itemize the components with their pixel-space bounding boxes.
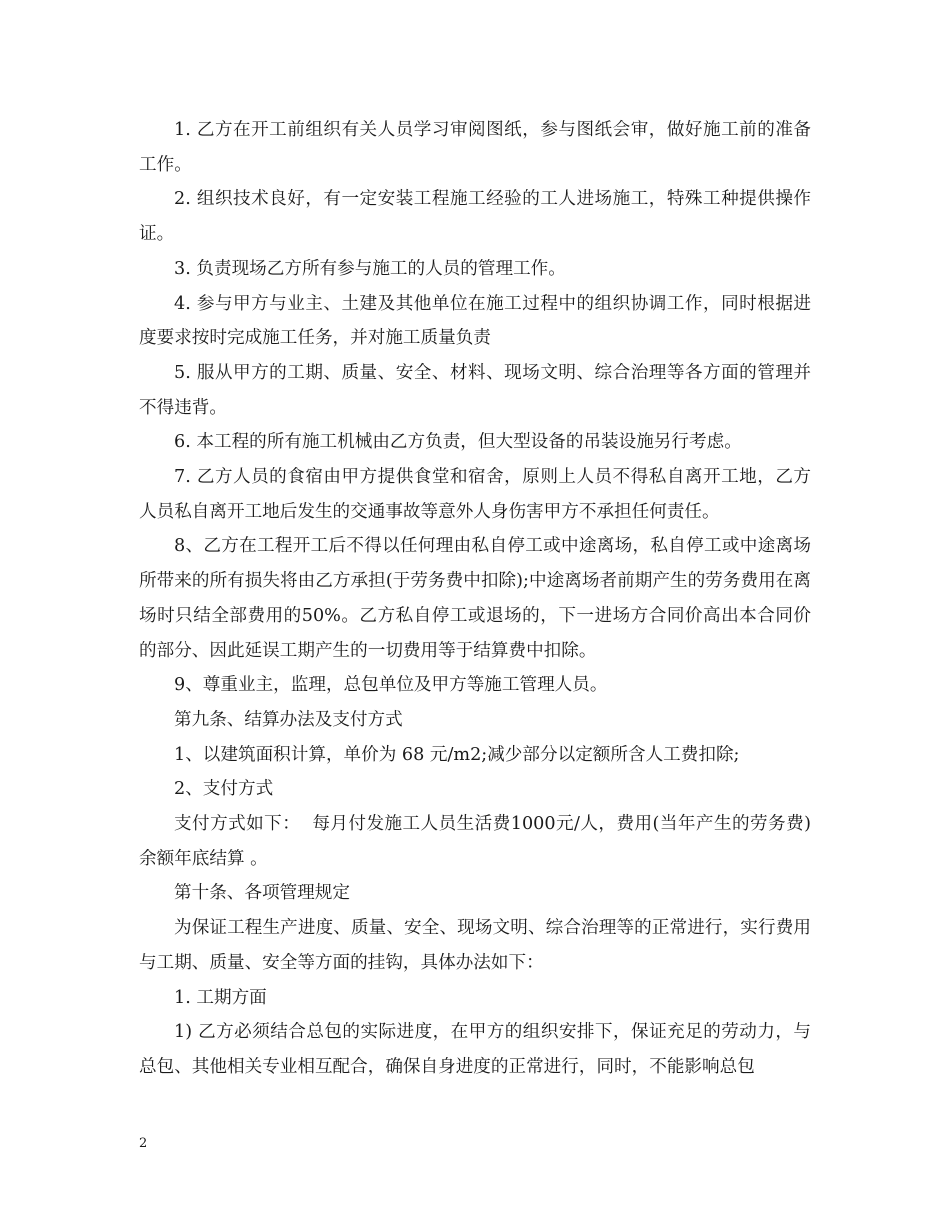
paragraph-settlement-2: 2、支付方式 — [174, 779, 274, 800]
paragraph-2: 2. 组织技术良好，有一定安装工程施工经验的工人进场施工，特殊工种提供操作证。 — [139, 189, 811, 245]
section-heading-article-9: 第九条、结算办法及支付方式 — [174, 709, 403, 730]
section-heading-article-10: 第十条、各项管理规定 — [174, 883, 350, 904]
paragraph-1: 1. 乙方在开工前组织有关人员学习审阅图纸，参与图纸会审，做好施工前的准备工作。 — [139, 120, 811, 175]
page-number: 2 — [139, 1136, 148, 1151]
paragraph-management-intro: 为保证工程生产进度、质量、安全、现场文明、综合治理等的正常进行，实行费用与工期、质量、安全等方面的挂钩，具体办法如下： — [139, 918, 811, 973]
paragraph-payment-method: 支付方式如下： 每月付发施工人员生活费1000元/人，费用(当年产生的劳务费)余额年底结算 。 — [139, 814, 811, 869]
paragraph-schedule-1: 1) 乙方必须结合总包的实际进度，在甲方的组织安排下，保证充足的劳动力，与总包、其他相关专业相互配合，确保自身进度的正常进行，同时，不能影响总包 — [139, 1022, 811, 1077]
paragraph-5: 5. 服从甲方的工期、质量、安全、材料、现场文明、综合治理等各方面的管理并不得违背。 — [139, 362, 811, 418]
paragraph-4: 4. 参与甲方与业主、土建及其他单位在施工过程中的组织协调工作，同时根据进度要求按时完成施工任务，并对施工质量负责 — [139, 293, 811, 349]
paragraph-settlement-1: 1、以建筑面积计算，单价为 68 元/m2;减少部分以定额所含人工费扣除; — [174, 744, 740, 765]
paragraph-6: 6. 本工程的所有施工机械由乙方负责，但大型设备的吊装设施另行考虑。 — [174, 432, 742, 453]
paragraph-7: 7. 乙方人员的食宿由甲方提供食堂和宿舍，原则上人员不得私自离开工地，乙方人员私自离开工地后发生的交通事故等意外人身伤害甲方不承担任何责任。 — [139, 467, 811, 522]
paragraph-3: 3. 负责现场乙方所有参与施工的人员的管理工作。 — [174, 258, 566, 279]
paragraph-8: 8、乙方在工程开工后不得以任何理由私自停工或中途离场，私自停工或中途离场所带来的所有损失将由乙方承担(于劳务费中扣除);中途离场者前期产生的劳务费用在离场时只结全部费用的50%。乙方私自停工或退场的，下一进场方合同价高出本合同价的部分、因此延误工期产生的一切费用等于结算费中扣除。 — [139, 536, 811, 661]
document-body — [139, 113, 811, 1085]
paragraph-9: 9、尊重业主，监理，总包单位及甲方等施工管理人员。 — [174, 675, 608, 696]
paragraph-schedule-heading: 1. 工期方面 — [174, 987, 267, 1008]
